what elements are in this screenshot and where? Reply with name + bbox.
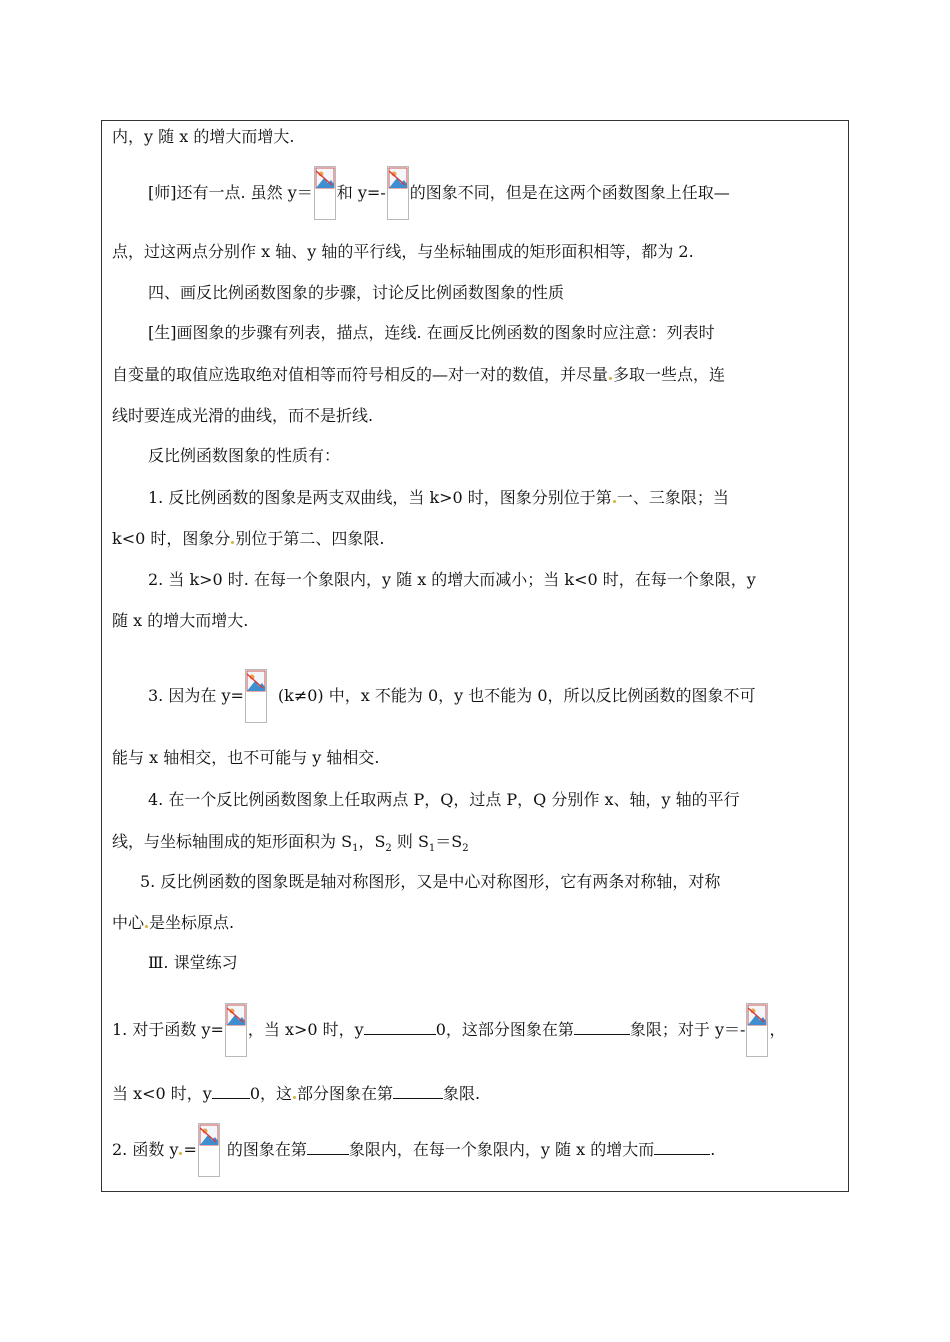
- section-heading: Ⅲ. 课堂练习: [148, 953, 238, 972]
- text-line: 线时要连成光滑的曲线，而不是折线.: [112, 406, 374, 425]
- exercise-line: 1. 对于函数 y= ，当 x>0 时，y 0，这部分图象在第 象限；对于 y＝- ，: [112, 1003, 785, 1057]
- text-line: [生]画图象的步骤有列表，描点，连线. 在画反比例函数的图象时应注意：列表时: [148, 323, 715, 342]
- broken-image-icon: [246, 670, 266, 692]
- text-line: 线，与坐标轴围成的矩形面积为 $S_1$，$S_2$ 则 $S_1=S_2$: [112, 832, 469, 855]
- text-line: 5. 反比例函数的图象既是轴对称图形，又是中心对称图形，它有两条对称轴，对称: [140, 872, 721, 891]
- answer-blank[interactable]: [307, 1153, 349, 1155]
- text-line: 自变量的取值应选取绝对值相等而符号相反的—对一对的数值，并尽量 多取一些点，连: [112, 365, 726, 384]
- text-line: 点，过这两点分别作 x 轴、y 轴的平行线，与坐标轴围成的矩形面积相等，都为 2.: [112, 242, 694, 261]
- content-frame: [101, 120, 849, 1192]
- formula-image-placeholder: [198, 1123, 220, 1177]
- text-line: 4. 在一个反比例函数图象上任取两点 P，Q，过点 P，Q 分别作 x、轴，y 轴的平行: [148, 790, 740, 809]
- formula-image-placeholder: [746, 1003, 768, 1057]
- broken-image-icon: [388, 167, 408, 189]
- answer-blank[interactable]: [364, 1033, 436, 1035]
- marker-dot: [179, 1152, 182, 1155]
- marker-dot: [231, 541, 234, 544]
- formula-image-placeholder: [314, 166, 336, 220]
- exercise-line: 2. 函数 y = 的图象在第 象限内，在每一个象限内，y 随 x 的增大而 .: [112, 1123, 715, 1177]
- section-heading: 四、画反比例函数图象的步骤，讨论反比例函数图象的性质: [148, 283, 565, 302]
- exercise-line: 当 x<0 时，y 0，这 部分图象在第 象限.: [112, 1084, 481, 1103]
- text-line: 反比例函数图象的性质有：: [148, 446, 341, 465]
- answer-blank[interactable]: [212, 1097, 250, 1099]
- formula-image-placeholder: [387, 166, 409, 220]
- text-line: 中心 是坐标原点.: [112, 913, 235, 932]
- marker-dot: [145, 925, 148, 928]
- formula-image-placeholder: [225, 1003, 247, 1057]
- text-line: 2. 当 k>0 时. 在每一个象限内，y 随 x 的增大而减小；当 k<0 时，在每一个象限，y: [148, 570, 756, 589]
- marker-dot: [609, 377, 612, 380]
- text-line: 内，y 随 x 的增大而增大.: [112, 127, 295, 146]
- answer-blank[interactable]: [393, 1097, 443, 1099]
- formula-image-placeholder: [245, 669, 267, 723]
- broken-image-icon: [747, 1004, 767, 1026]
- marker-dot: [613, 500, 616, 503]
- answer-blank[interactable]: [654, 1153, 710, 1155]
- text-line: 能与 x 轴相交，也不可能与 y 轴相交.: [112, 748, 380, 767]
- answer-blank[interactable]: [574, 1033, 630, 1035]
- text-line: 随 x 的增大而增大.: [112, 611, 249, 630]
- text-line: 3. 因为在 y= (k≠0) 中，x 不能为 0，y 也不能为 0，所以反比例函数的图象不可: [148, 669, 756, 723]
- text-line: k<0 时，图象分 别位于第二、四象限.: [112, 529, 385, 548]
- broken-image-icon: [199, 1124, 219, 1146]
- broken-image-icon: [226, 1004, 246, 1026]
- broken-image-icon: [315, 167, 335, 189]
- text-line: [师]还有一点. 虽然 y＝ 和 y=- 的图象不同，但是在这两个函数图象上任取—: [148, 166, 730, 220]
- marker-dot: [293, 1096, 296, 1099]
- text-line: 1. 反比例函数的图象是两支双曲线，当 k>0 时，图象分别位于第 一、三象限；当: [148, 488, 729, 507]
